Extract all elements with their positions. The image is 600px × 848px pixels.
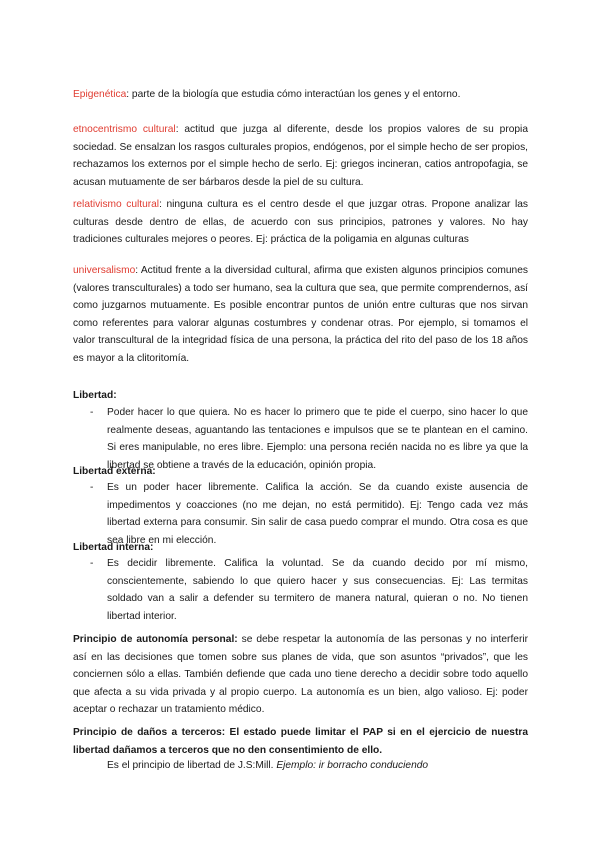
- list-item-text: Es decidir libremente. Califica la voluntad. Se da cuando decido por mí mismo, conscientemente, sabiendo lo que quiero hacer y sus consecuencias. Ej: Las termitas soldado van a salir a defender su termitero de manera natural, quieran o no. No tienen libertad interior.: [107, 558, 528, 622]
- list-item: [73, 555, 528, 625]
- definition-text: : ninguna cultura es el centro desde el que juzgar otras. Propone analizar las culturas desde dentro de ellas, de acuerdo con sus principios, patrones y valores. No hay tradiciones culturales mejores o peores. Ej: práctica de la poligamia en algunas culturas: [73, 199, 528, 246]
- principle-example: Ejemplo: ir borracho conduciendo: [276, 760, 429, 771]
- section-heading-libertad: Libertad:: [73, 390, 117, 401]
- bullet-dash: -: [90, 482, 94, 493]
- principle-note: [107, 757, 428, 775]
- principle-text: se debe respetar la autonomía de las personas y no interferir así en las decisiones que tomen sobre sus planes de vida, que son asuntos “privados”, que les conciernen sólo a ellas. También defiende que cada uno tiene derecho a decidir sobre todo aquello que afecta a su vida privada y al propio cuerpo. La autonomía es un bien, algo valioso. Ej: poder aceptar o rechazar un tratamiento médico.: [73, 634, 528, 716]
- bullet-dash: -: [90, 558, 94, 569]
- definition-text: : parte de la biología que estudia cómo interactúan los genes y el entorno.: [126, 89, 461, 100]
- list-item-text: Poder hacer lo que quiera. No es hacer lo primero que te pide el cuerpo, sino hacer lo que realmente deseas, aguantando las tentaciones e impulsos que se te plantean en el camino. Si eres manipulable, no eres libre. Ejemplo: una persona recién nacida no es libre ya que la libertad se obtiene a través de la educación, opinión propia.: [107, 407, 528, 471]
- bullet-dash: -: [90, 407, 94, 418]
- definition-text: : Actitud frente a la diversidad cultural, afirma que existen algunos principios comunes (valores transculturales) a todo ser humano, sea la cultura que sea, que permite comprendernos, así como juzgarnos mutuamente. Es posible encontrar puntos de unión entre culturas que nos sirvan como referentes para valorar algunas costumbres y condenar otras. Por ejemplo, si tomamos el valor transcultural de la integridad física de una persona, la práctica del rito del paso de los 18 años es mayor a la clitoritomía.: [73, 265, 528, 364]
- definition-term: relativismo cultural: [73, 199, 160, 210]
- principle-autonomia: [73, 631, 528, 719]
- definition-epigenetica: [73, 86, 528, 104]
- section-heading-libertad-interna: Libertad interna:: [73, 542, 154, 553]
- definition-term: universalismo: [73, 265, 136, 276]
- principle-title: Principio de autonomía personal:: [73, 634, 238, 645]
- list-item-text: Es un poder hacer libremente. Califica la acción. Se da cuando existe ausencia de impedimentos y coacciones (no me dejan, no está permitido). Ej: Tengo cada vez más libertad externa para consumir. Sin salir de casa puedo comprar el mundo. Otra cosa es que sea libre en mi elección.: [107, 482, 528, 546]
- definition-etnocentrismo: [73, 121, 528, 191]
- definition-relativismo: [73, 196, 528, 249]
- definition-term: etnocentrismo cultural: [73, 124, 176, 135]
- section-heading-libertad-externa: Libertad externa:: [73, 466, 156, 477]
- principle-danos-terceros: Principio de daños a terceros: El estado puede limitar el PAP si en el ejercicio de nuestra libertad dañamos a terceros que no den consentimiento de ello.: [73, 727, 528, 756]
- definition-universalismo: [73, 262, 528, 368]
- definition-text: : actitud que juzga al diferente, desde los propios valores de su propia sociedad. Se ensalzan los rasgos culturales propios, endógenos, por el simple hecho de ser propios, rechazamos los externos por el simple hecho de serlo. Ej: griegos incineran, catios antropofagia, se acusan mutuamente de ser bárbaros desde la piel de su cultura.: [73, 124, 528, 188]
- principle-note-text: Es el principio de libertad de J.S:Mill.: [107, 760, 277, 771]
- definition-term: Epigenética: [73, 89, 127, 100]
